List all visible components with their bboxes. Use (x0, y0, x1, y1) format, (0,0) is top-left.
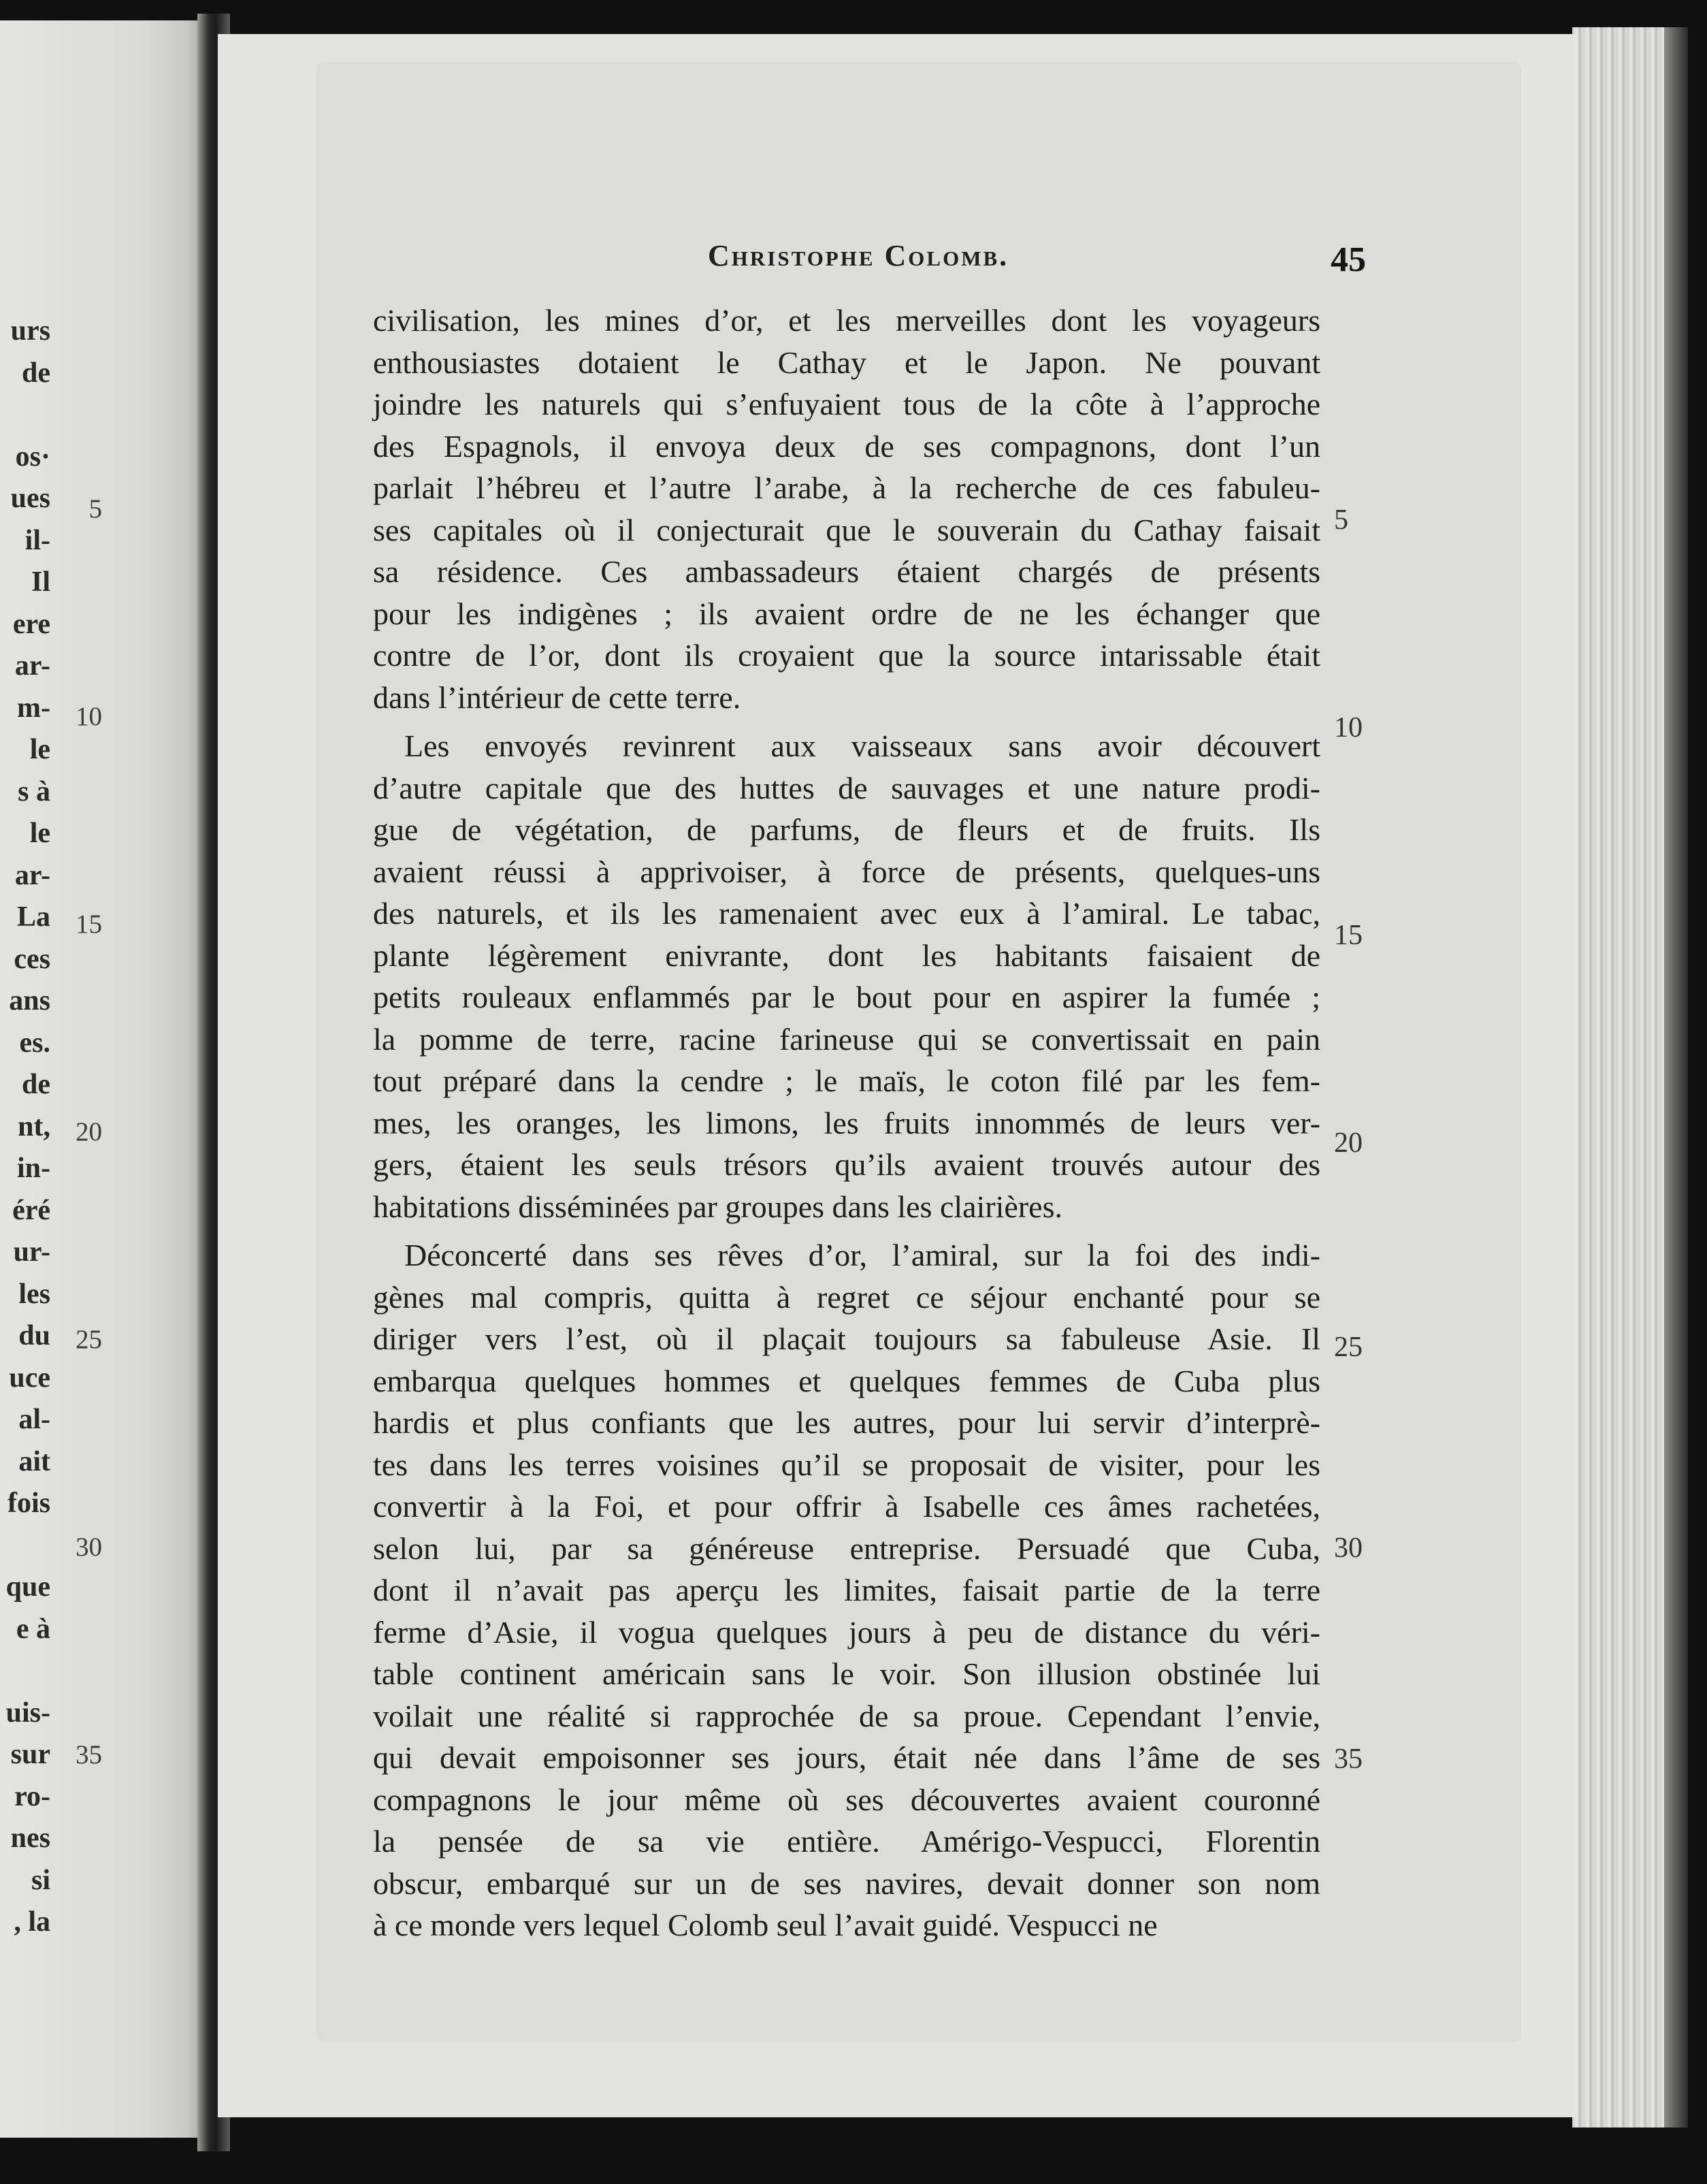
facing-page-fragment: ces (14, 943, 50, 975)
text-line-content: obscur, embarqué sur un de ses navires, devait donner son nom (373, 1865, 1320, 1901)
text-line (373, 976, 1320, 1018)
text-line (373, 935, 1320, 977)
text-line-content: table continent américain sans le voir. Son illusion obstinée lui (373, 1656, 1320, 1691)
text-line-content: habitations disséminées par groupes dans les clairières. (373, 1189, 1062, 1224)
facing-page-fragment: le (29, 734, 50, 765)
text-line-content: pour les indigènes ; ils avaient ordre de ne les échanger que (373, 596, 1320, 631)
text-line (373, 383, 1320, 425)
facing-page-line-number: 30 (76, 1532, 102, 1562)
facing-page-line-number: 20 (76, 1117, 102, 1146)
running-head: Christophe Colomb. (708, 239, 1009, 272)
text-line (373, 1144, 1320, 1186)
text-line (373, 425, 1320, 468)
text-line-content: contre de l’or, dont ils croyaient que la source intarissable était (373, 638, 1320, 673)
text-line-content: convertir à la Foi, et pour offrir à Isabelle ces âmes rachetées, (373, 1489, 1320, 1524)
text-line-content: parlait l’hébreu et l’autre l’arabe, à la recherche de ces fabuleu- (373, 470, 1320, 505)
facing-page-fragment: fois (7, 1488, 50, 1519)
text-line-content: d’autre capitale que des huttes de sauvages et une nature prodi- (373, 770, 1320, 805)
text-line (373, 467, 1320, 509)
text-line (373, 1737, 1320, 1779)
line-number: 10 (1334, 712, 1363, 743)
text-line (373, 1444, 1320, 1486)
text-line-content: tes dans les terres voisines qu’il se proposait de visiter, pour les (373, 1447, 1320, 1482)
facing-page-fragment: Il (31, 566, 50, 598)
facing-page-fragment: nt, (18, 1110, 50, 1142)
text-line-content: dont il n’avait pas aperçu les limites, faisait partie de la terre (373, 1573, 1320, 1607)
facing-page-fragment: m- (17, 692, 50, 724)
page-edge-shadow (1664, 27, 1688, 2127)
text-line (373, 1102, 1320, 1144)
paragraph-gap (373, 718, 1320, 725)
facing-page-line-number: 5 (88, 494, 102, 524)
text-line (373, 1486, 1320, 1528)
text-line-content: joindre les naturels qui s’enfuyaient tous de la côte à l’approche (373, 387, 1320, 421)
page-number: 45 (1331, 240, 1366, 279)
paragraph-gap (373, 1227, 1320, 1234)
text-line (373, 1234, 1320, 1276)
text-line-content: mes, les oranges, les limons, les fruits innommés de leurs ver- (373, 1105, 1320, 1140)
facing-page-fragment: ar- (14, 859, 50, 891)
text-line (373, 893, 1320, 935)
text-line-content: compagnons le jour même où ses découvertes avaient couronné (373, 1782, 1320, 1817)
facing-page-fragment: le (29, 818, 50, 849)
text-line (373, 1863, 1320, 1905)
text-line (373, 677, 1320, 719)
facing-page-fragment: La (16, 901, 50, 933)
line-number: 20 (1334, 1127, 1363, 1159)
text-line (373, 1695, 1320, 1737)
facing-page-line-number: 15 (76, 910, 102, 939)
text-line (373, 725, 1320, 767)
text-line (373, 809, 1320, 851)
text-line-content: diriger vers l’est, où il plaçait toujours sa fabuleuse Asie. Il (373, 1321, 1320, 1356)
facing-page-fragment: ans (9, 985, 50, 1016)
line-number: 35 (1334, 1744, 1363, 1775)
facing-page-fragment: de (22, 1069, 50, 1100)
facing-page-fragment: sur (10, 1739, 50, 1770)
facing-page-fragment: urs (10, 315, 50, 347)
text-line-content: dans l’intérieur de cette terre. (373, 679, 741, 715)
text-line-content: sa résidence. Ces ambassadeurs étaient chargés de présents (373, 554, 1320, 589)
facing-page-fragment: les (18, 1278, 50, 1310)
text-line-content: ses capitales où il conjecturait que le souverain du Cathay faisait (373, 512, 1320, 547)
text-line (373, 767, 1320, 809)
facing-page-fragment: de (22, 357, 50, 389)
text-line (373, 1611, 1320, 1654)
text-line (373, 509, 1320, 551)
text-line (373, 1904, 1320, 1946)
text-line (373, 1060, 1320, 1102)
facing-page (0, 20, 208, 2138)
text-line-content: gers, étaient les seuls trésors qu’ils avaient trouvés autour des (373, 1147, 1320, 1182)
text-line (373, 551, 1320, 593)
facing-page-line-number: 35 (76, 1740, 102, 1769)
facing-page-fragment: , la (14, 1906, 50, 1938)
text-line (373, 300, 1320, 342)
text-line (373, 1018, 1320, 1061)
facing-page-fragment: s à (18, 775, 50, 807)
text-line-content: ferme d’Asie, il vogua quelques jours à peu de distance du véri- (373, 1614, 1320, 1650)
line-number: 25 (1334, 1332, 1363, 1363)
facing-page-fragment: nes (10, 1822, 50, 1854)
text-line (373, 1402, 1320, 1444)
text-line-content: enthousiastes dotaient le Cathay et le Japon. Ne pouvant (373, 344, 1320, 380)
text-line-content: la pensée de sa vie entière. Amérigo-Vespucci, Florentin (373, 1824, 1320, 1859)
text-line-content: à ce monde vers lequel Colomb seul l’avait guidé. Vespucci ne (373, 1908, 1158, 1942)
facing-page-fragment: al- (18, 1404, 50, 1435)
text-line-content: avaient réussi à apprivoiser, à force de présents, quelques-uns (373, 854, 1320, 889)
text-line (373, 635, 1320, 677)
facing-page-fragment: du (18, 1320, 50, 1351)
facing-page-fragment: ues (10, 483, 50, 514)
facing-page-fragment: in- (16, 1153, 50, 1184)
text-line (373, 1318, 1320, 1360)
text-line-content: Les envoyés revinrent aux vaisseaux sans avoir découvert (404, 728, 1320, 763)
facing-page-fragment: éré (12, 1194, 50, 1226)
facing-page-fragment: il- (25, 524, 50, 556)
facing-page-fragment: que (5, 1571, 50, 1603)
page-edges (1572, 27, 1674, 2127)
facing-page-line-number: 10 (76, 702, 102, 731)
text-line (373, 593, 1320, 635)
text-line-content: gue de végétation, de parfums, de fleurs et de fruits. Ils (373, 812, 1320, 847)
line-number: 30 (1334, 1532, 1363, 1564)
text-line-content: petits rouleaux enflammés par le bout pour en aspirer la fumée ; (373, 980, 1320, 1014)
facing-page-fragment: ro- (14, 1780, 50, 1812)
text-line-content: qui devait empoisonner ses jours, était née dans l’âme de ses (373, 1740, 1320, 1775)
facing-page-fragment: si (31, 1864, 50, 1896)
facing-page-fragment: uis- (5, 1697, 50, 1729)
text-line-content: des Espagnols, il envoya deux de ses compagnons, dont l’un (373, 428, 1320, 464)
text-line (373, 1820, 1320, 1863)
text-line-content: plante légèrement enivrante, dont les habitants faisaient de (373, 937, 1320, 973)
text-line-content: des naturels, et ils les ramenaient avec eux à l’amiral. Le tabac, (373, 896, 1320, 931)
line-number: 5 (1334, 504, 1348, 536)
text-line-content: embarqua quelques hommes et quelques femmes de Cuba plus (373, 1363, 1320, 1398)
facing-page-fragment: uce (9, 1362, 50, 1394)
facing-page-fragment: os· (15, 440, 50, 472)
facing-page-fragment: ur- (13, 1236, 50, 1268)
text-line (373, 1186, 1320, 1228)
text-line (373, 1653, 1320, 1695)
text-line (373, 342, 1320, 384)
text-line (373, 1779, 1320, 1821)
facing-page-line-number: 25 (76, 1325, 102, 1354)
body-text (373, 300, 1320, 1946)
facing-page-fragment: ait (18, 1445, 50, 1477)
text-line (373, 1360, 1320, 1402)
text-line-content: selon lui, par sa généreuse entreprise. Persuadé que Cuba, (373, 1530, 1320, 1566)
text-line (373, 1276, 1320, 1319)
text-line-content: voilait une réalité si rapprochée de sa proue. Cependant l’envie, (373, 1698, 1320, 1733)
facing-page-fragment: ar- (14, 650, 50, 681)
facing-page-fragment: e à (16, 1613, 50, 1645)
facing-page-fragment: ere (12, 608, 50, 640)
text-line-content: gènes mal compris, quitta à regret ce séjour enchanté pour se (373, 1279, 1320, 1315)
facing-page-fragment: es. (19, 1027, 50, 1059)
text-line-content: tout préparé dans la cendre ; le maïs, le coton filé par les fem- (373, 1063, 1320, 1098)
text-line-content: Déconcerté dans ses rêves d’or, l’amiral, sur la foi des indi- (404, 1238, 1320, 1272)
text-line (373, 1569, 1320, 1611)
text-line-content: hardis et plus confiants que les autres, pour lui servir d’interprè- (373, 1405, 1320, 1440)
text-line-content: civilisation, les mines d’or, et les merveilles dont les voyageurs (373, 303, 1320, 338)
text-line-content: la pomme de terre, racine farineuse qui se convertissait en pain (373, 1021, 1320, 1057)
text-line (373, 851, 1320, 893)
text-line (373, 1528, 1320, 1570)
line-number: 15 (1334, 920, 1363, 951)
